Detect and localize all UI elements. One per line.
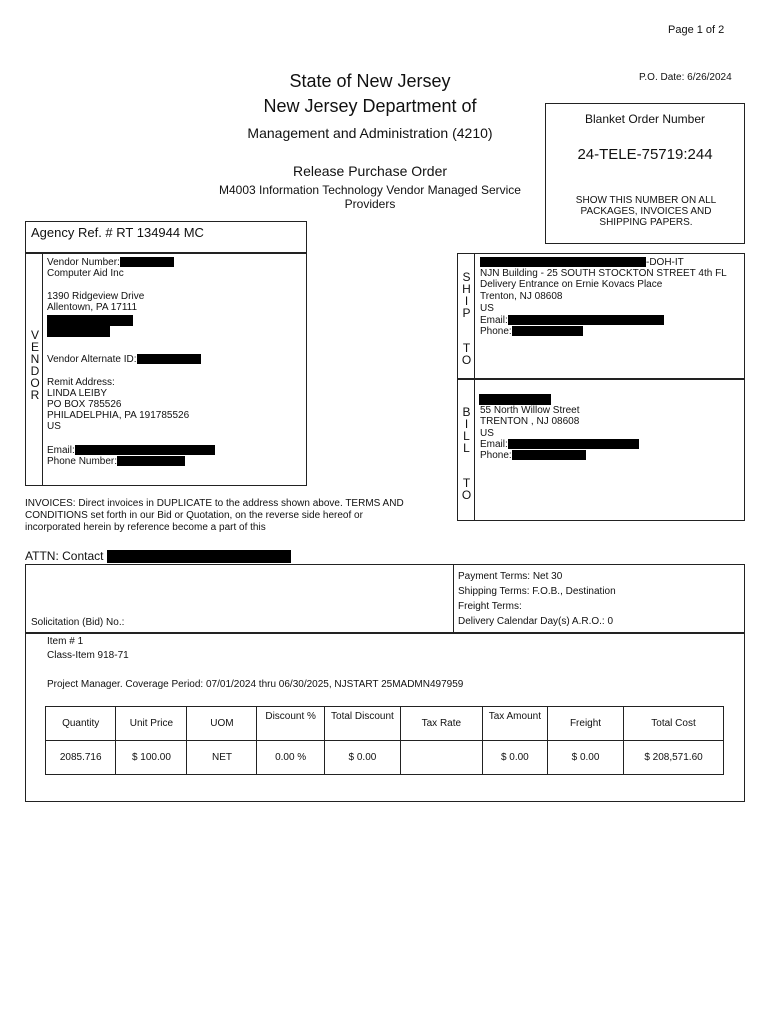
remit-city: PHILADELPHIA, PA 191785526 — [47, 410, 190, 421]
ship-to-department: -DOH-IT — [480, 257, 684, 268]
blanket-order-note: SHOW THIS NUMBER ON ALL PACKAGES, INVOICES AND SHIPPING PAPERS. — [575, 195, 717, 228]
to-side-label: T O — [461, 341, 472, 367]
ship-to-line4: US — [480, 303, 494, 314]
ship-to-line3: Trenton, NJ 08608 — [480, 291, 563, 302]
freight-cell: $ 0.00 — [548, 741, 624, 775]
redaction-block — [479, 394, 551, 405]
line-items-table — [45, 706, 724, 775]
bill-to-box — [457, 379, 745, 521]
page-number: Page 1 of 2 — [668, 24, 725, 36]
vendor-alternate-id: Vendor Alternate ID: — [47, 354, 201, 365]
to-side-label: T O — [461, 476, 472, 502]
item-description: Project Manager. Coverage Period: 07/01/2024 thru 06/30/2025, NJSTART 25MADMN497959 — [47, 679, 464, 690]
item-class: Class-Item 918-71 — [47, 650, 129, 661]
quantity-cell: 2085.716 — [46, 741, 116, 775]
total-discount-cell: $ 0.00 — [324, 741, 400, 775]
item-number: Item # 1 — [47, 636, 84, 647]
ship-to-email: Email: — [480, 315, 664, 326]
state-title: State of New Jersey — [289, 71, 451, 91]
redaction-block — [137, 354, 201, 364]
redaction-block — [512, 450, 586, 460]
invoices-note: INVOICES: Direct invoices in DUPLICATE to the address shown above. TERMS AND CONDITIONS set forth in our Bid or Quotation, on the reverse side hereof or incorporated herein by reference become a part of this — [25, 498, 404, 533]
header-cell: Total Cost — [624, 707, 724, 741]
redaction-block — [508, 439, 639, 449]
bill-to-email: Email: — [480, 439, 639, 450]
vendor-divider — [42, 254, 43, 485]
vendor-name: Computer Aid Inc — [47, 268, 124, 279]
terms-divider — [453, 565, 454, 633]
solicitation-number: Solicitation (Bid) No.: — [31, 617, 125, 628]
po-date: P.O. Date: 6/26/2024 — [639, 72, 732, 83]
blanket-order-number: 24-TELE-75719:244 — [577, 146, 713, 163]
header-cell: Freight — [548, 707, 624, 741]
header-cell: Discount % — [257, 707, 324, 741]
attn-contact: ATTN: Contact — [25, 549, 291, 564]
bill-to-line2: TRENTON , NJ 08608 — [480, 416, 580, 427]
discount-percent-cell: 0.00 % — [257, 741, 324, 775]
redaction-block — [75, 445, 215, 455]
bill-to-phone: Phone: — [480, 450, 586, 461]
uom-cell: NET — [187, 741, 257, 775]
blanket-order-box — [545, 103, 745, 244]
bill-to-line3: US — [480, 428, 494, 439]
header-cell: Total Discount — [324, 707, 400, 741]
table-row — [46, 741, 724, 775]
ship-to-divider — [474, 254, 475, 378]
table-header-row — [46, 707, 724, 741]
redaction-block — [107, 550, 291, 563]
redaction-block — [480, 257, 646, 267]
remit-country: US — [47, 421, 61, 432]
ship-to-phone: Phone: — [480, 326, 583, 337]
redaction-block — [47, 326, 110, 337]
remit-label: Remit Address: — [47, 377, 115, 388]
vendor-box — [25, 253, 307, 486]
blanket-order-title: Blanket Order Number — [584, 112, 706, 126]
unit-price-cell: $ 100.00 — [116, 741, 187, 775]
ship-to-line2: Delivery Entrance on Ernie Kovacs Place — [480, 279, 663, 290]
remit-box: PO BOX 785526 — [47, 399, 122, 410]
order-type: Release Purchase Order — [292, 163, 448, 179]
total-cost-cell: $ 208,571.60 — [624, 741, 724, 775]
header-cell: Quantity — [46, 707, 116, 741]
bill-side-label: B I L L — [462, 405, 471, 455]
ship-to-line1: NJN Building - 25 SOUTH STOCKTON STREET 4th FL — [480, 268, 727, 279]
terms-box — [25, 564, 745, 634]
vendor-number: Vendor Number: — [47, 257, 174, 268]
freight-terms: Freight Terms: — [458, 601, 522, 612]
division-title: Management and Administration (4210) — [247, 125, 493, 141]
delivery-terms: Delivery Calendar Day(s) A.R.O.: 0 — [458, 616, 614, 627]
redaction-block — [117, 456, 185, 466]
vendor-email: Email: — [47, 445, 215, 456]
ship-to-box — [457, 253, 745, 379]
redaction-block — [120, 257, 174, 267]
vendor-address2: Allentown, PA 17111 — [47, 302, 138, 313]
payment-terms: Payment Terms: Net 30 — [458, 571, 563, 582]
vendor-address1: 1390 Ridgeview Drive — [47, 291, 145, 302]
header-cell: UOM — [187, 707, 257, 741]
order-description: M4003 Information Technology Vendor Managed Service Providers — [219, 183, 521, 211]
bill-to-line1: 55 North Willow Street — [480, 405, 580, 416]
header-cell: Tax Amount — [482, 707, 547, 741]
header-cell: Tax Rate — [401, 707, 483, 741]
header-cell: Unit Price — [116, 707, 187, 741]
ship-side-label: S H I P — [462, 270, 471, 320]
shipping-terms: Shipping Terms: F.O.B., Destination — [458, 586, 616, 597]
tax-amount-cell: $ 0.00 — [482, 741, 547, 775]
redaction-block — [47, 315, 133, 326]
bill-to-divider — [474, 380, 475, 520]
vendor-phone: Phone Number: — [47, 456, 185, 467]
department-title: New Jersey Department of — [263, 96, 477, 116]
redaction-block — [512, 326, 583, 336]
agency-ref: Agency Ref. # RT 134944 MC — [31, 225, 204, 240]
remit-name: LINDA LEIBY — [47, 388, 108, 399]
agency-ref-box — [25, 221, 307, 253]
redaction-block — [508, 315, 664, 325]
vendor-side-label: V E N D O R — [30, 328, 40, 402]
tax-rate-cell — [401, 741, 483, 775]
